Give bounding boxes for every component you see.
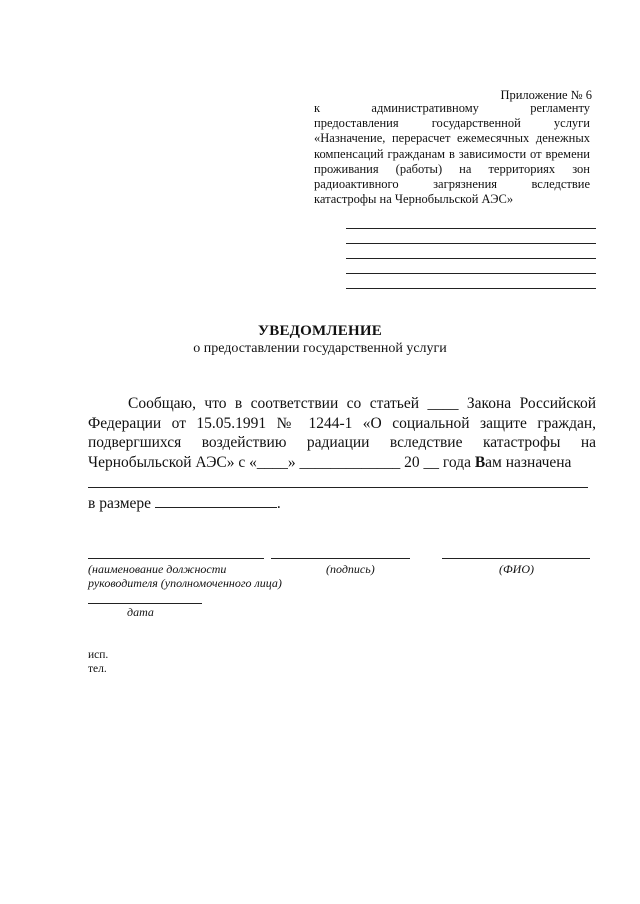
name-caption: (ФИО) [499, 562, 534, 576]
annex-word: услуги [553, 116, 590, 131]
notice-subtitle: о предоставлении государственной услуги [193, 341, 447, 356]
annex-line-2 [314, 116, 590, 131]
amount-blank [155, 494, 277, 508]
date-line [88, 603, 202, 604]
paragraph-text: Сообщаю, что в соответствии со статьей ____ Закона Российской Федерации от 15.05.1991 № 1244-1 «О социальной защите граждан, подвергшихся воздействию радиации вследствие катастрофы на Чернобыльской АЭС» с «____» _____________ 20 __ года [88, 395, 596, 471]
annex-word: регламенту [530, 101, 590, 115]
signature-line [271, 558, 410, 559]
position-caption [88, 562, 282, 590]
position-caption-line: (наименование должности [88, 562, 227, 576]
address-line [346, 288, 596, 289]
address-line [346, 273, 596, 274]
amount-period: . [276, 495, 281, 512]
annex-word: государственной [431, 116, 521, 131]
position-line [88, 558, 264, 559]
annex-service-name: «Назначение, перерасчет ежемесячных денежных компенсаций гражданам в зависимости от времени проживания (работы) на территориях зон радиоактивного загрязнения вследствие катастрофы на Чернобыльской АЭС» [314, 131, 590, 207]
paragraph-bold-letter: В [474, 453, 486, 471]
signature-caption: (подпись) [326, 562, 375, 576]
blank-line [88, 487, 588, 488]
paragraph-text-end: ам назначена [485, 453, 572, 471]
amount-line [88, 494, 281, 513]
address-line [346, 228, 596, 229]
annex-word: административному [371, 101, 479, 115]
annex-word: к [314, 101, 321, 115]
phone-label: тел. [88, 663, 107, 675]
annex-word: предоставления [314, 116, 399, 131]
date-caption: дата [127, 605, 154, 619]
position-caption-line: руководителя (уполномоченного лица) [88, 576, 282, 590]
executor-label: исп. [88, 649, 109, 661]
annex-title: Приложение № 6 [500, 88, 592, 102]
notice-title: УВЕДОМЛЕНИЕ [258, 323, 382, 339]
address-line [346, 243, 596, 244]
annex-line-1 [314, 101, 590, 116]
name-line [442, 558, 590, 559]
amount-label: в размере [88, 495, 152, 512]
notice-paragraph [88, 394, 596, 472]
address-line [346, 258, 596, 259]
annex-reference [314, 101, 590, 207]
